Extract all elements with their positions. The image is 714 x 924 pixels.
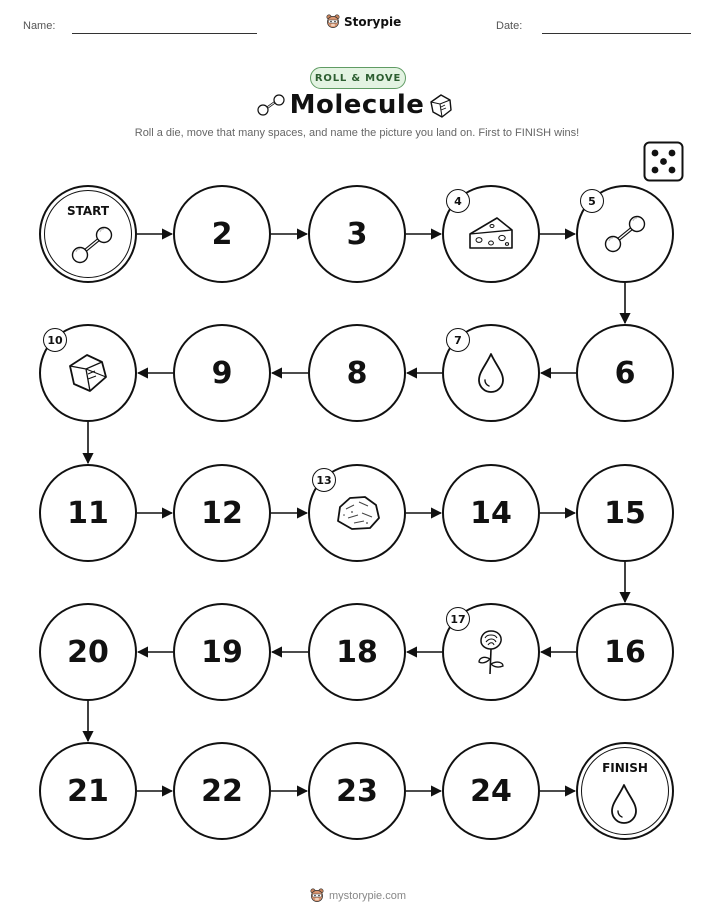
board-space-21[interactable] bbox=[39, 742, 137, 840]
board-space-15[interactable] bbox=[576, 464, 674, 562]
space-number-badge: 4 bbox=[446, 189, 470, 213]
space-label: START bbox=[66, 204, 110, 218]
board-space-9[interactable] bbox=[173, 324, 271, 422]
space-number: 23 bbox=[336, 773, 378, 809]
space-number: 24 bbox=[470, 773, 512, 809]
board-space-3[interactable] bbox=[308, 185, 406, 283]
space-number: 8 bbox=[346, 355, 368, 391]
bear-mascot-icon bbox=[309, 888, 325, 904]
water-drop-icon bbox=[607, 782, 641, 830]
space-number: 19 bbox=[201, 634, 243, 670]
board-space-18[interactable] bbox=[308, 603, 406, 701]
board-space-23[interactable] bbox=[308, 742, 406, 840]
space-number: 9 bbox=[211, 355, 233, 391]
rock-icon bbox=[332, 493, 382, 533]
space-number: 20 bbox=[67, 634, 109, 670]
space-number: 12 bbox=[201, 495, 243, 531]
board-space-6[interactable] bbox=[576, 324, 674, 422]
footer-url: mystorypie.com bbox=[329, 890, 407, 902]
space-number: 15 bbox=[604, 495, 646, 531]
space-number: 3 bbox=[346, 216, 368, 252]
space-number: 11 bbox=[67, 495, 109, 531]
board-space-24[interactable] bbox=[442, 742, 540, 840]
molecule-icon bbox=[70, 225, 114, 269]
crystal-icon bbox=[66, 352, 110, 394]
footer bbox=[309, 888, 406, 904]
space-number-badge: 7 bbox=[446, 328, 470, 352]
board-space-4[interactable] bbox=[442, 185, 540, 283]
space-number: 2 bbox=[211, 216, 233, 252]
space-number-badge: 10 bbox=[43, 328, 67, 352]
instructions: Roll a die, move that many spaces, and name the picture you land on. First to FINISH wins! bbox=[134, 127, 580, 139]
space-number-badge: 5 bbox=[580, 189, 604, 213]
board-space-10[interactable] bbox=[39, 324, 137, 422]
board-space-22[interactable] bbox=[173, 742, 271, 840]
space-number: 6 bbox=[614, 355, 636, 391]
water-drop-icon bbox=[474, 351, 508, 395]
board-space-16[interactable] bbox=[576, 603, 674, 701]
board-space-2[interactable] bbox=[173, 185, 271, 283]
rose-icon bbox=[473, 627, 509, 677]
board-space-20[interactable] bbox=[39, 603, 137, 701]
board-space-13[interactable] bbox=[308, 464, 406, 562]
board-space-17[interactable] bbox=[442, 603, 540, 701]
space-number: 22 bbox=[201, 773, 243, 809]
space-number: 16 bbox=[604, 634, 646, 670]
date-label: Date: bbox=[496, 20, 523, 32]
space-number: 18 bbox=[336, 634, 378, 670]
board-space-5[interactable] bbox=[576, 185, 674, 283]
game-type-badge: ROLL & MOVE bbox=[310, 67, 406, 89]
brand-name: Storypie bbox=[344, 15, 402, 29]
space-label: FINISH bbox=[602, 761, 648, 775]
page-title: Molecule bbox=[289, 90, 425, 120]
board-space-1[interactable] bbox=[39, 185, 137, 283]
board-space-14[interactable] bbox=[442, 464, 540, 562]
board-space-7[interactable] bbox=[442, 324, 540, 422]
board-space-8[interactable] bbox=[308, 324, 406, 422]
molecule-icon bbox=[603, 214, 647, 254]
board-space-25[interactable] bbox=[576, 742, 674, 840]
space-number-badge: 17 bbox=[446, 607, 470, 631]
cheese-icon bbox=[467, 214, 515, 254]
board-space-12[interactable] bbox=[173, 464, 271, 562]
space-number: 14 bbox=[470, 495, 512, 531]
space-number-badge: 13 bbox=[312, 468, 336, 492]
board-space-11[interactable] bbox=[39, 464, 137, 562]
name-label: Name: bbox=[23, 20, 56, 32]
space-number: 21 bbox=[67, 773, 109, 809]
board-space-19[interactable] bbox=[173, 603, 271, 701]
